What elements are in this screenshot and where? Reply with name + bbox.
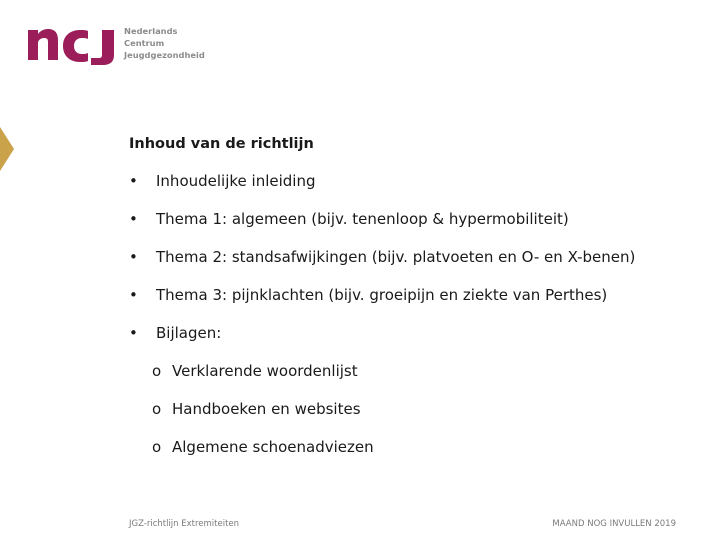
list-item-label: Thema 2: standsafwijkingen (bijv. platvoeten en O- en X-benen)	[156, 248, 636, 266]
gold-arrow-icon	[0, 127, 16, 171]
slide-content	[129, 134, 636, 456]
list-item-label: Thema 3: pijnklachten (bijv. groeipijn en ziekte van Perthes)	[156, 286, 608, 304]
sub-bullet-icon: o	[152, 362, 162, 380]
bullet-icon: •	[129, 324, 138, 342]
sub-list-item-label: Algemene schoenadviezen	[172, 438, 374, 456]
footer-date: MAAND NOG INVULLEN 2019	[552, 519, 676, 529]
ncj-logo-mark-icon	[26, 24, 118, 66]
sub-bullet-icon: o	[152, 438, 162, 456]
logo-line: Nederlands	[124, 26, 178, 36]
logo-wordmark	[124, 25, 205, 61]
slide-title: Inhoud van de richtlijn	[129, 136, 314, 152]
sub-list-item-label: Handboeken en websites	[172, 400, 361, 418]
bullet-icon: •	[129, 210, 138, 228]
sub-bullet-icon: o	[152, 400, 162, 418]
list-item-label: Thema 1: algemeen (bijv. tenenloop & hypermobiliteit)	[156, 210, 569, 228]
bullet-icon: •	[129, 248, 138, 266]
footer-document-title: JGZ-richtlijn Extremiteiten	[129, 519, 240, 529]
bullet-icon: •	[129, 172, 138, 190]
list-item-label: Bijlagen:	[156, 324, 222, 342]
ncj-logo	[26, 24, 205, 66]
bullet-icon: •	[129, 286, 138, 304]
sub-list-item-label: Verklarende woordenlijst	[172, 362, 358, 380]
logo-line: Jeugdgezondheid	[124, 50, 205, 60]
logo-line: Centrum	[124, 38, 165, 48]
list-item-label: Inhoudelijke inleiding	[156, 172, 316, 190]
